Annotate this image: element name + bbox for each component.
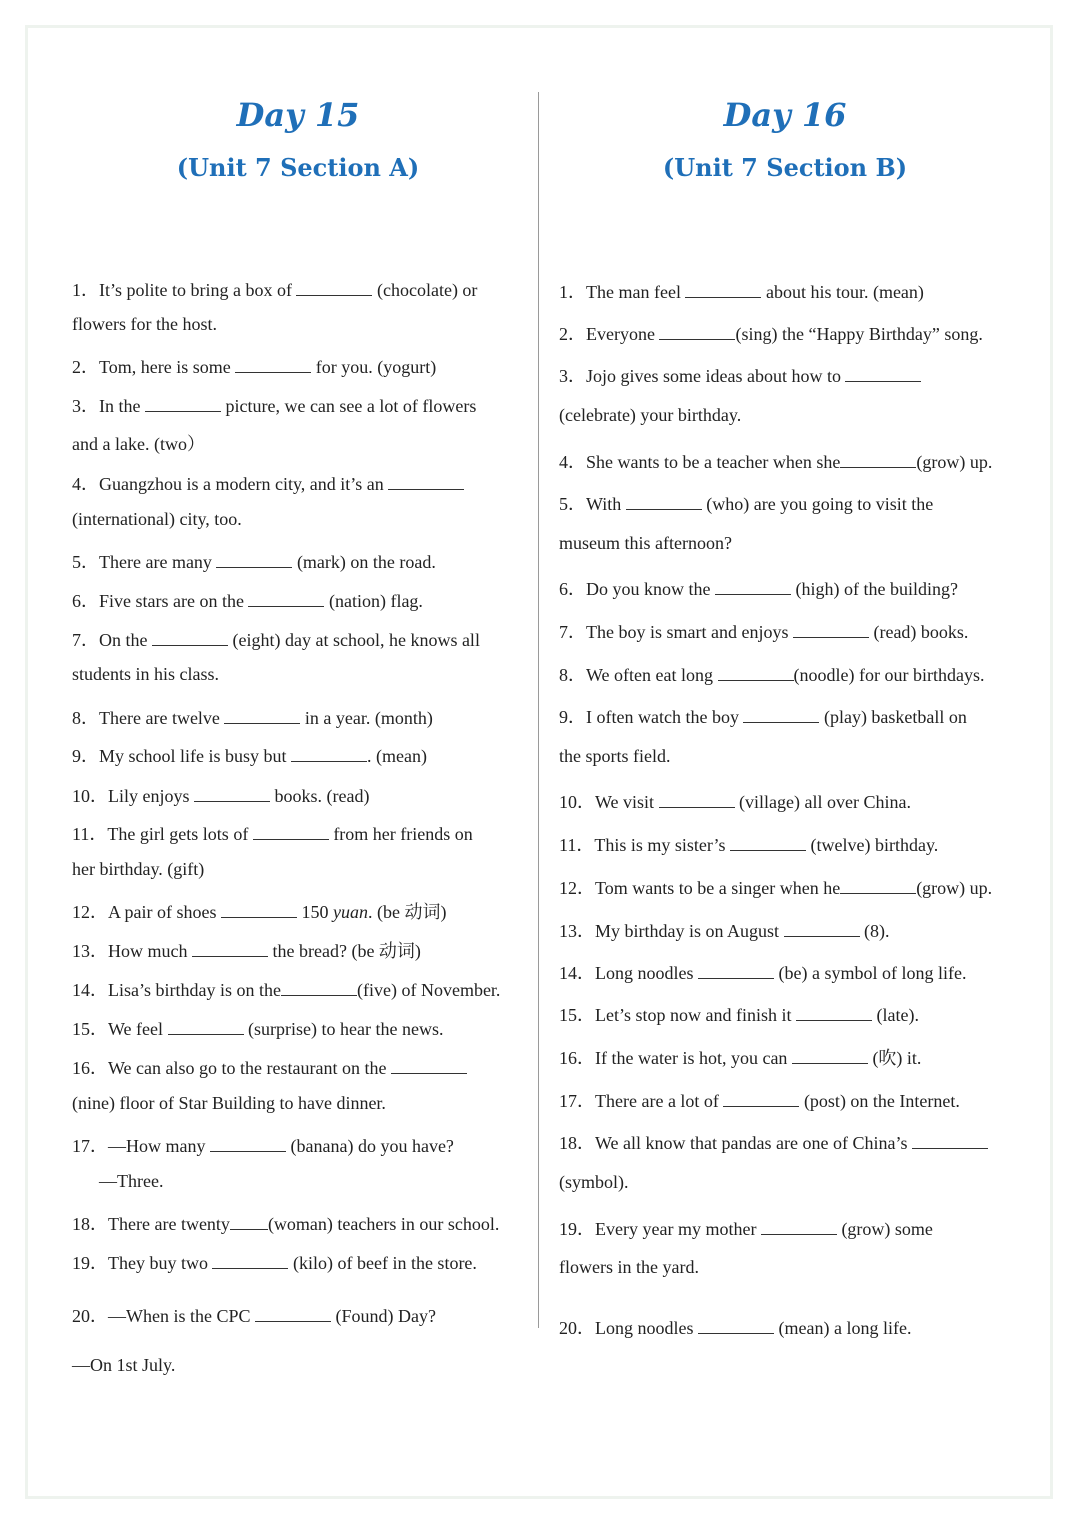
answer-blank[interactable] — [194, 787, 270, 802]
answer-blank[interactable] — [840, 879, 916, 894]
exercise-text: the bread? (be 动词) — [268, 941, 421, 961]
exercise-line — [72, 353, 436, 379]
exercise-text: 12．Tom wants to be a singer when he — [559, 878, 841, 898]
exercise-text: 13．My birthday is on August — [559, 921, 784, 941]
exercise-line — [559, 278, 924, 304]
exercise-text: 2．Tom, here is some — [72, 357, 236, 377]
exercise-text: museum this afternoon? — [559, 533, 732, 553]
answer-blank[interactable] — [715, 580, 791, 595]
exercise-text: 19．They buy two — [72, 1253, 213, 1273]
exercise-text: 9．My school life is busy but — [72, 746, 291, 766]
exercise-text: 16．If the water is hot, you can — [559, 1048, 792, 1068]
exercise-text: 4．She wants to be a teacher when she — [559, 452, 841, 472]
day16-column — [559, 92, 1011, 1338]
exercise-text: 20．Long noodles — [559, 1318, 698, 1338]
exercise-text: 13．How much — [72, 941, 192, 961]
exercise-line — [72, 782, 369, 808]
exercise-text: 19．Every year my mother — [559, 1219, 761, 1239]
exercise-line — [559, 1215, 933, 1241]
exercise-line — [72, 664, 219, 685]
exercise-text: 6．Five stars are on the — [72, 591, 249, 611]
exercise-text: 3．Jojo gives some ideas about how to — [559, 366, 846, 386]
exercise-line — [72, 742, 427, 768]
answer-blank[interactable] — [168, 1020, 244, 1035]
answer-blank[interactable] — [235, 358, 311, 373]
exercise-line — [72, 898, 446, 924]
answer-blank[interactable] — [626, 495, 702, 510]
exercise-text: students in his class. — [72, 664, 219, 684]
exercise-line — [559, 959, 966, 985]
exercise-text: (grow) some — [836, 1219, 933, 1239]
exercise-text: 150 — [296, 902, 333, 922]
exercise-text: 4．Guangzhou is a modern city, and it’s an — [72, 474, 389, 494]
column-divider — [538, 92, 539, 1328]
answer-blank[interactable] — [255, 1307, 331, 1322]
exercise-line — [559, 661, 984, 687]
exercise-line — [72, 976, 500, 1002]
exercise-text: . (mean) — [367, 746, 427, 766]
exercise-line — [72, 626, 480, 652]
exercise-text: (grow) up. — [916, 452, 993, 472]
exercise-text: (8). — [859, 921, 890, 941]
exercise-line — [559, 448, 992, 474]
answer-blank[interactable] — [718, 666, 794, 681]
answer-blank[interactable] — [659, 325, 735, 340]
exercise-text: 6．Do you know the — [559, 579, 715, 599]
exercise-text: (village) all over China. — [734, 792, 911, 812]
exercise-text: 18．There are twenty — [72, 1214, 230, 1234]
exercise-line — [72, 859, 204, 880]
exercise-line — [72, 548, 436, 574]
exercise-text: (five) of November. — [356, 980, 501, 1000]
exercise-text: (twelve) birthday. — [806, 835, 939, 855]
exercise-text: for you. (yogurt) — [311, 357, 437, 377]
exercise-line — [559, 575, 958, 601]
exercise-line — [72, 587, 423, 613]
exercise-text: (chocolate) or — [372, 280, 478, 300]
exercise-text: 12．A pair of shoes — [72, 902, 221, 922]
exercise-line — [559, 1314, 911, 1340]
answer-blank[interactable] — [212, 1254, 288, 1269]
exercise-italic-text: yuan — [332, 902, 368, 922]
day15-column — [72, 92, 524, 1375]
answer-blank[interactable] — [845, 367, 921, 382]
exercise-text: about his tour. (mean) — [761, 282, 924, 302]
exercise-text: 9．I often watch the boy — [559, 707, 744, 727]
exercise-line — [559, 405, 741, 426]
exercise-text: (noodle) for our birthdays. — [793, 665, 985, 685]
exercise-text: 5．With — [559, 494, 626, 514]
answer-blank[interactable] — [210, 1137, 286, 1152]
answer-blank[interactable] — [730, 836, 806, 851]
answer-blank[interactable] — [723, 1092, 799, 1107]
exercise-text: (who) are you going to visit the — [701, 494, 934, 514]
answer-blank[interactable] — [840, 453, 916, 468]
exercise-text: 17．—How many — [72, 1136, 210, 1156]
exercise-text: her birthday. (gift) — [72, 859, 205, 879]
exercise-text: 8．We often eat long — [559, 665, 718, 685]
exercise-text: 15．Let’s stop now and finish it — [559, 1005, 796, 1025]
day15-title: Day 15 — [236, 96, 360, 134]
exercise-line — [559, 533, 732, 554]
exercise-text: 1．It’s polite to bring a box of — [72, 280, 297, 300]
exercise-line — [559, 874, 992, 900]
exercise-text: (read) books. — [868, 622, 969, 642]
exercise-line — [559, 1001, 919, 1027]
exercise-text: (kilo) of beef in the store. — [288, 1253, 477, 1273]
exercise-text: (play) basketball on — [819, 707, 967, 727]
exercise-line — [72, 1302, 436, 1328]
answer-blank[interactable] — [743, 708, 819, 723]
exercise-line — [72, 1054, 467, 1080]
answer-blank[interactable] — [388, 475, 464, 490]
answer-blank[interactable] — [793, 623, 869, 638]
exercise-line — [72, 820, 473, 846]
answer-blank[interactable] — [698, 964, 774, 979]
exercise-line — [559, 1257, 699, 1278]
exercise-line — [559, 362, 921, 388]
exercise-text: 14．Long noodles — [559, 963, 698, 983]
exercise-line — [559, 1087, 960, 1113]
exercise-line — [72, 704, 433, 730]
answer-blank[interactable] — [253, 825, 329, 840]
exercise-text: (mean) a long life. — [774, 1318, 912, 1338]
exercise-text: 8．There are twelve — [72, 708, 225, 728]
exercise-text: (sing) the “Happy Birthday” song. — [735, 324, 983, 344]
exercise-text: flowers for the host. — [72, 314, 217, 334]
exercise-line — [72, 430, 205, 456]
exercise-text: 20．—When is the CPC — [72, 1306, 255, 1326]
exercise-text: (woman) teachers in our school. — [267, 1214, 500, 1234]
answer-blank[interactable] — [291, 747, 367, 762]
exercise-text: 17．There are a lot of — [559, 1091, 724, 1111]
answer-blank[interactable] — [784, 922, 860, 937]
exercise-text: 10．Lily enjoys — [72, 786, 194, 806]
exercise-line — [559, 1129, 988, 1155]
answer-blank[interactable] — [145, 397, 221, 412]
exercise-text: 7．The boy is smart and enjoys — [559, 622, 793, 642]
exercise-text: —On 1st July. — [72, 1355, 176, 1375]
answer-blank[interactable] — [296, 281, 372, 296]
exercise-text: (celebrate) your birthday. — [559, 405, 742, 425]
exercise-text: flowers in the yard. — [559, 1257, 699, 1277]
exercise-text: 10．We visit — [559, 792, 659, 812]
exercise-text: (post) on the Internet. — [799, 1091, 960, 1111]
exercise-text: 11．The girl gets lots of — [72, 824, 253, 844]
exercise-text: in a year. (month) — [300, 708, 433, 728]
exercise-text: (mark) on the road. — [292, 552, 436, 572]
answer-blank[interactable] — [221, 903, 297, 918]
exercise-text: from her friends on — [328, 824, 473, 844]
exercise-line — [72, 509, 242, 530]
day16-title: Day 16 — [723, 96, 847, 134]
exercise-line — [559, 490, 933, 516]
exercise-line — [72, 1132, 454, 1158]
answer-blank[interactable] — [281, 981, 357, 996]
exercise-line — [559, 831, 938, 857]
answer-blank[interactable] — [192, 942, 268, 957]
exercise-text: (late). — [872, 1005, 919, 1025]
exercise-text: picture, we can see a lot of flowers — [220, 396, 477, 416]
exercise-line — [559, 618, 968, 644]
exercise-line — [72, 470, 464, 496]
exercise-text: (Found) Day? — [331, 1306, 436, 1326]
exercise-line — [72, 1015, 443, 1041]
day15-unit-title: (Unit 7 Section A) — [176, 153, 420, 182]
answer-blank[interactable] — [698, 1319, 774, 1334]
exercise-line — [559, 1044, 921, 1070]
exercise-line — [559, 917, 890, 943]
exercise-text: (banana) do you have? — [286, 1136, 454, 1156]
exercise-line — [72, 1093, 386, 1114]
exercise-text: 15．We feel — [72, 1019, 168, 1039]
exercise-text: (be) a symbol of long life. — [774, 963, 967, 983]
exercise-text: 14．Lisa’s birthday is on the — [72, 980, 281, 1000]
exercise-text: 7．On the — [72, 630, 152, 650]
exercise-text: 1．The man feel — [559, 282, 686, 302]
exercise-line — [72, 1171, 163, 1192]
exercise-line — [72, 937, 421, 963]
answer-blank[interactable] — [912, 1134, 988, 1149]
exercise-text: 2．Everyone — [559, 324, 660, 344]
answer-blank[interactable] — [248, 592, 324, 607]
answer-blank[interactable] — [659, 793, 735, 808]
answer-blank[interactable] — [796, 1006, 872, 1021]
exercise-text: (high) of the building? — [791, 579, 958, 599]
answer-blank[interactable] — [224, 709, 300, 724]
exercise-text: 11．This is my sister’s — [559, 835, 731, 855]
exercise-text: (international) city, too. — [72, 509, 242, 529]
exercise-text: 3．In the — [72, 396, 145, 416]
answer-blank[interactable] — [391, 1059, 467, 1074]
exercise-line — [72, 1355, 175, 1376]
exercise-line — [559, 1172, 629, 1193]
exercise-line — [559, 703, 967, 729]
answer-blank[interactable] — [685, 283, 761, 298]
exercise-text: 5．There are many — [72, 552, 217, 572]
exercise-text: (eight) day at school, he knows all — [228, 630, 480, 650]
exercise-text: (symbol). — [559, 1172, 629, 1192]
exercise-text: 16．We can also go to the restaurant on the — [72, 1058, 391, 1078]
exercise-text: the sports field. — [559, 746, 671, 766]
exercise-line — [72, 392, 476, 418]
exercise-line — [559, 788, 911, 814]
exercise-text: (surprise) to hear the news. — [243, 1019, 444, 1039]
day16-unit-title: (Unit 7 Section B) — [662, 153, 908, 182]
exercise-line — [72, 276, 477, 302]
exercise-text: and a lake. (two） — [72, 434, 205, 454]
exercise-text: —Three. — [72, 1171, 164, 1191]
exercise-text: (吹) it. — [867, 1048, 922, 1068]
answer-blank[interactable] — [152, 631, 228, 646]
exercise-line — [559, 746, 670, 767]
exercise-text: books. (read) — [270, 786, 370, 806]
answer-blank[interactable] — [216, 553, 292, 568]
exercise-line — [72, 314, 217, 335]
exercise-text: . (be 动词) — [367, 902, 447, 922]
answer-blank[interactable] — [792, 1049, 868, 1064]
exercise-line — [72, 1249, 477, 1275]
exercise-text: 18．We all know that pandas are one of China’s — [559, 1133, 912, 1153]
exercise-text: (nine) floor of Star Building to have dinner. — [72, 1093, 386, 1113]
answer-blank[interactable] — [230, 1215, 268, 1230]
answer-blank[interactable] — [761, 1220, 837, 1235]
exercise-text: (grow) up. — [916, 878, 993, 898]
exercise-line — [559, 320, 983, 346]
exercise-text: (nation) flag. — [324, 591, 423, 611]
exercise-line — [72, 1210, 499, 1236]
